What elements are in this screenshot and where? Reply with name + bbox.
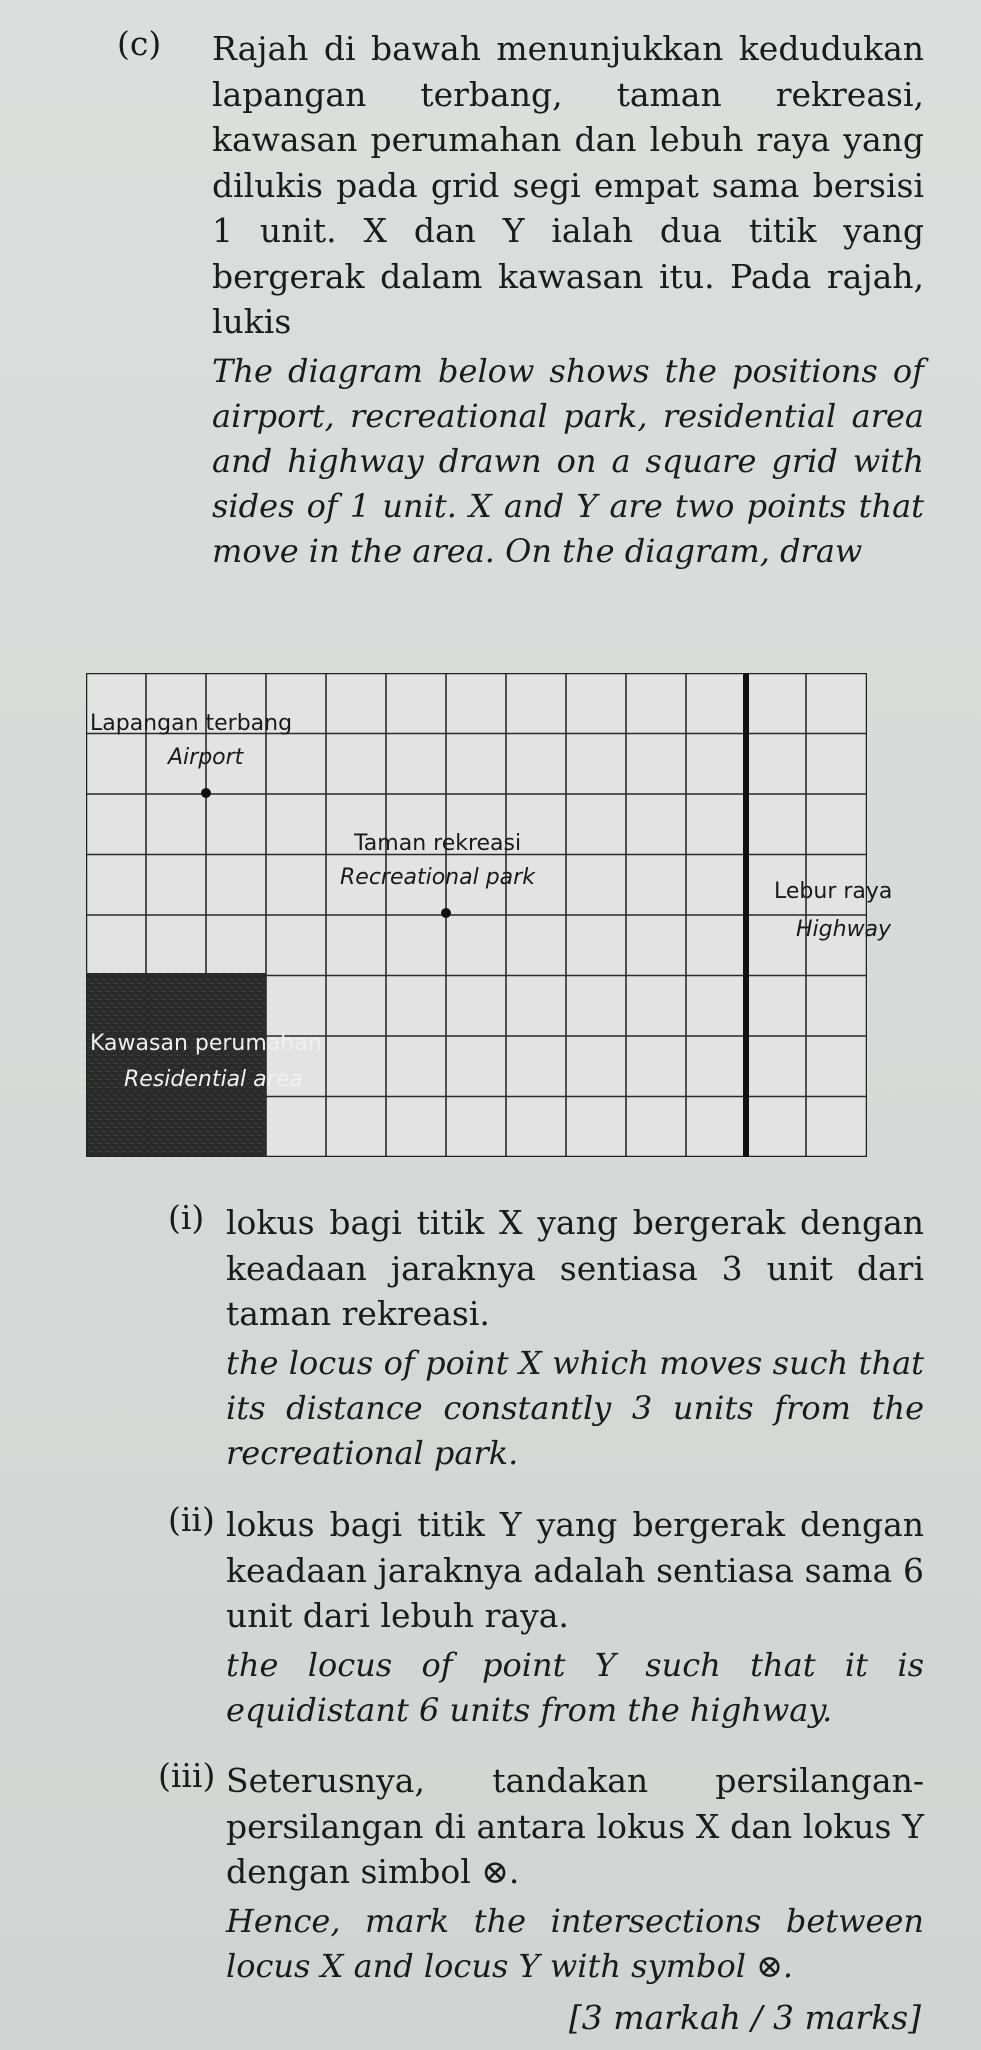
residential-label-malay: Kawasan perumahan [90, 1031, 322, 1056]
question-iii-malay: Seterusnya, tandakan persilangan-persilangan di antara lokus X dan lokus Y dengan simbol ⊗. [226, 1761, 924, 1891]
park-label-english: Recreational park [340, 865, 535, 890]
question-i [226, 1200, 924, 1476]
highway-label-malay: Lebur raya [774, 879, 893, 904]
question-ii [226, 1502, 924, 1733]
question-iii [226, 1758, 924, 1989]
question-iii-english: Hence, mark the intersections between locus X and locus Y with symbol ⊗. [226, 1901, 924, 1985]
grid-diagram [86, 673, 893, 1157]
residential-label-english: Residential area [124, 1067, 303, 1092]
airport-label-malay: Lapangan terbang [90, 711, 293, 736]
highway-label-english: Highway [796, 917, 892, 942]
marks-label: [3 markah / 3 marks] [568, 1998, 921, 2037]
question-ii-english: the locus of point Y such that it is equidistant 6 units from the highway. [226, 1645, 924, 1729]
intro-block [212, 26, 924, 574]
part-label: (c) [117, 24, 162, 63]
question-ii-malay: lokus bagi titik Y yang bergerak dengan keadaan jaraknya adalah sentiasa sama 6 unit dari lebuh raya. [226, 1505, 924, 1635]
recreational-park-point [441, 908, 451, 918]
intro-malay: Rajah di bawah menunjukkan kedudukan lapangan terbang, taman rekreasi, kawasan perumahan dan lebuh raya yang dilukis pada grid segi empat sama bersisi 1 unit. X dan Y ialah dua titik yang bergerak dalam kawasan itu. Pada rajah, lukis [212, 29, 924, 341]
residential-area-region [86, 973, 266, 1157]
airport-label-english: Airport [168, 745, 244, 770]
question-i-malay: lokus bagi titik X yang bergerak dengan keadaan jaraknya sentiasa 3 unit dari taman rekreasi. [226, 1203, 924, 1333]
question-i-english: the locus of point X which moves such that its distance constantly 3 units from the recreational park. [226, 1343, 924, 1472]
question-i-label: (i) [168, 1198, 205, 1237]
airport-point [201, 788, 211, 798]
question-iii-label: (iii) [158, 1756, 216, 1795]
park-label-malay: Taman rekreasi [354, 831, 522, 856]
intro-english: The diagram below shows the positions of airport, recreational park, residential area and highway drawn on a square grid with sides of 1 unit. X and Y are two points that move in the area. On the diagram, draw [212, 351, 924, 570]
question-ii-label: (ii) [168, 1500, 215, 1539]
